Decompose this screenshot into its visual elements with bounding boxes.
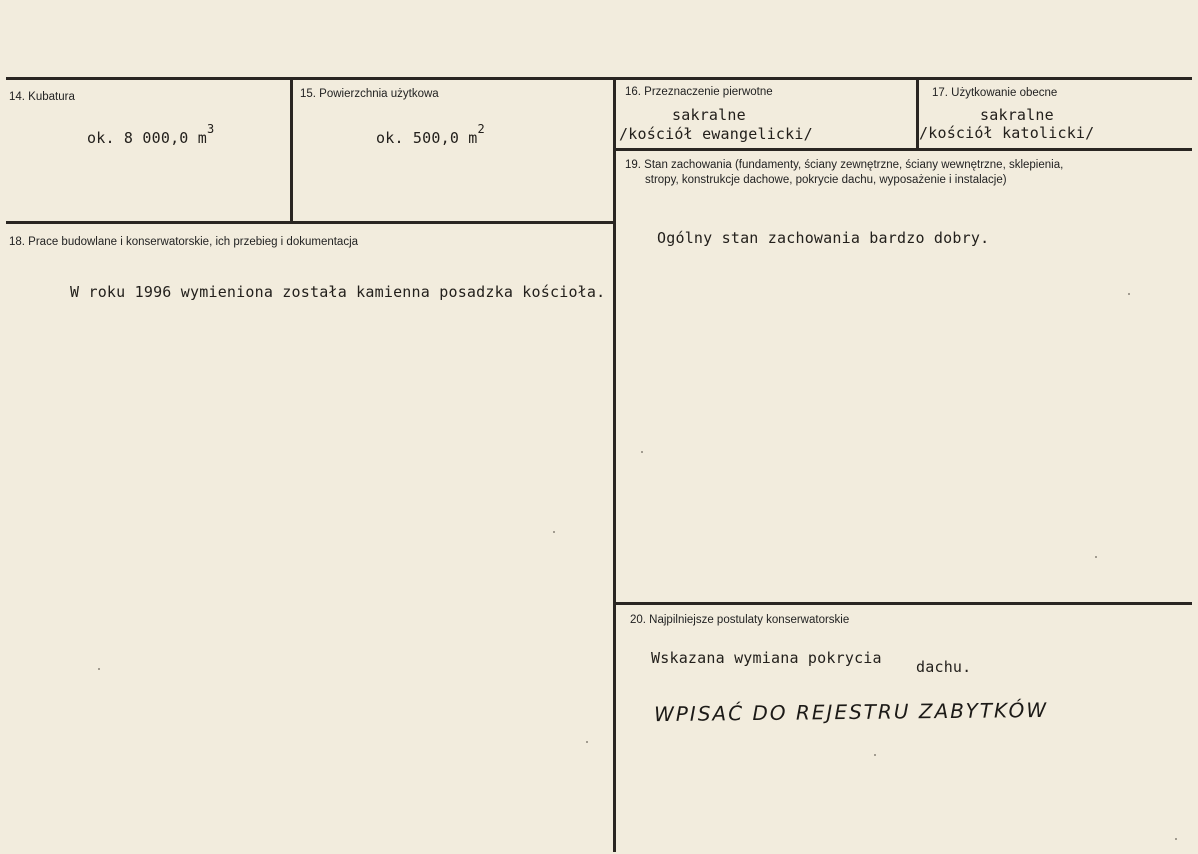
field-18-value: W roku 1996 wymieniona została kamienna posadzka kościoła. (70, 283, 606, 301)
field-16-label: 16. Przeznaczenie pierwotne (625, 86, 773, 98)
top-rule (6, 77, 1192, 80)
rule-under-16-17 (614, 148, 1192, 151)
field-19-value: Ogólny stan zachowania bardzo dobry. (657, 229, 990, 247)
handwritten-note: WPISAĆ DO REJESTRU ZABYTKÓW (653, 697, 1049, 727)
field-14-exponent: 3 (207, 122, 215, 136)
field-19-label-line1: 19. Stan zachowania (fundamenty, ściany zewnętrzne, ściany wewnętrzne, sklepienia, (625, 159, 1064, 171)
field-19-label-line2: stropy, konstrukcje dachowe, pokrycie dachu, wyposażenie i instalacje) (645, 174, 1007, 186)
paper-speck (586, 741, 588, 743)
paper-speck (98, 668, 100, 670)
field-20-value-part2: dachu. (916, 658, 972, 676)
field-15-value-text: ok. 500,0 m (376, 129, 478, 147)
paper-speck (1128, 293, 1130, 295)
paper-speck (641, 451, 643, 453)
field-16-value-line2: /kościół ewangelicki/ (619, 125, 813, 143)
field-17-value-line2: /kościół katolicki/ (919, 124, 1095, 142)
divider-left-right (613, 78, 616, 852)
field-14-value (87, 122, 215, 147)
field-16-value-line1: sakralne (672, 106, 746, 124)
field-15-value (376, 122, 485, 147)
rule-under-14-15 (6, 221, 615, 224)
field-14-value-text: ok. 8 000,0 m (87, 129, 207, 147)
field-20-label: 20. Najpilniejsze postulaty konserwatorskie (630, 614, 850, 626)
field-20-value-part1: Wskazana wymiana pokrycia (651, 649, 882, 667)
paper-speck (874, 754, 876, 756)
divider-14-15 (290, 78, 293, 224)
paper-speck (1095, 556, 1097, 558)
field-17-value-line1: sakralne (980, 106, 1054, 124)
rule-above-20 (614, 602, 1192, 605)
paper-speck (553, 531, 555, 533)
field-18-label: 18. Prace budowlane i konserwatorskie, ich przebieg i dokumentacja (9, 236, 359, 248)
field-17-label: 17. Użytkowanie obecne (932, 87, 1058, 99)
paper-speck (1175, 838, 1177, 840)
field-14-label: 14. Kubatura (9, 91, 75, 103)
field-15-label: 15. Powierzchnia użytkowa (300, 88, 439, 100)
field-15-exponent: 2 (477, 122, 485, 136)
